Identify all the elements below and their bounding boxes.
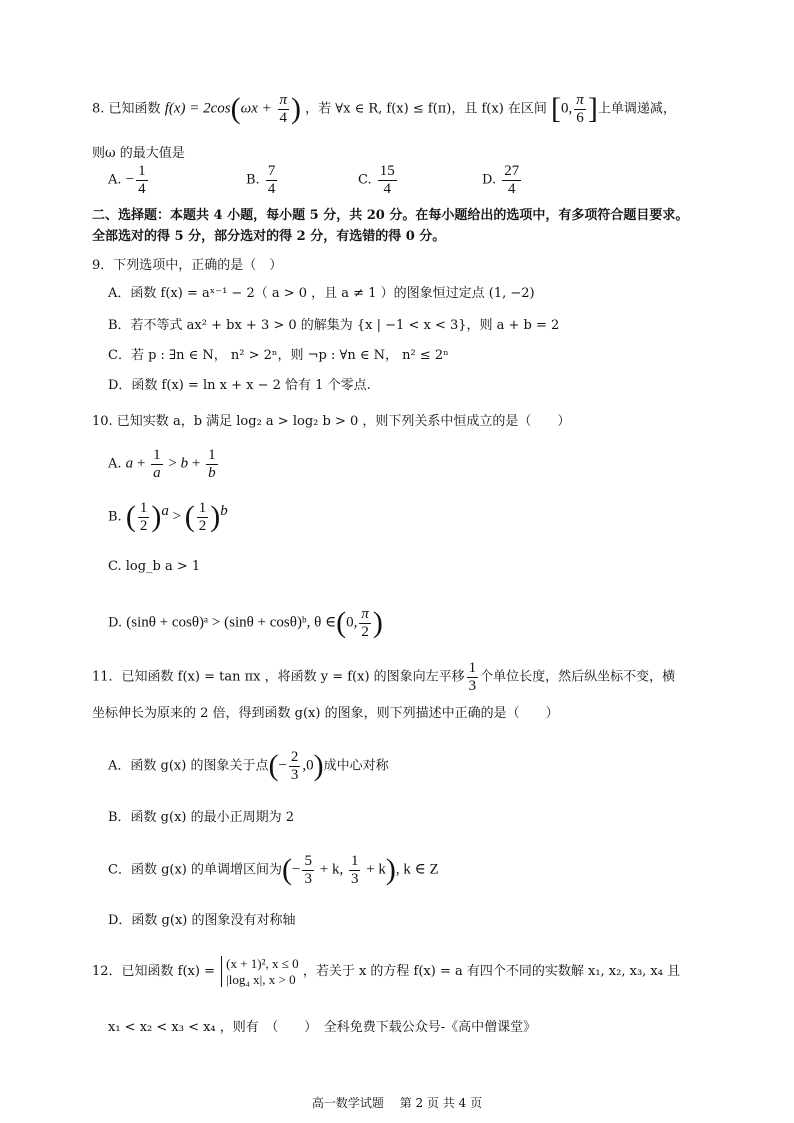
fraction: $\frac{\pi}{4}$ (279, 92, 288, 126)
section-heading: 二、选择题：本题共 4 小题，每小题 5 分，共 20 分。在每小题给出的选项中，有多项符合题目要求。 (92, 208, 689, 223)
q11-option-d: D．函数 g(x) 的图象没有对称轴 (108, 913, 296, 928)
q8-line2: 则ω 的最大值是 (92, 146, 185, 161)
q9-option-c: C．若 p : ∃n ∈ N， n² > 2ⁿ，则 ¬p : ∀n ∈ N， n² ≤ 2ⁿ (108, 348, 449, 363)
q9-option-b: B．若不等式 ax² + bx + 3 > 0 的解集为 {x | −1 < x < 3}，则 a + b = 2 (108, 318, 560, 333)
q12-line2: x₁ < x₂ < x₃ < x₄ ，则有 （ ） 全科免费下载公众号-《高中僧课堂》 (108, 1020, 537, 1035)
q8-option-b: B. $\frac{7}{4}$ (246, 163, 276, 197)
q8-option-d: D. $\frac{27}{4}$ (482, 163, 520, 197)
section-heading-line2: 全部选对的得 5 分，部分选对的得 2 分，有选错的得 0 分。 (92, 229, 446, 244)
q11-line1: 11．已知函数 f(x) = tan πx ，将函数 y = f(x) 的图象向左平移 $\frac{1}{3}$ 个单位长度，然后纵坐标不变，横 (92, 660, 676, 694)
q10-option-a: A. a + $\frac{1}{a}$ > b + $\frac{1}{b}$ (108, 447, 216, 481)
q8-option-a: A. − $\frac{1}{4}$ (108, 163, 146, 197)
q9-option-d: D．函数 f(x) = ln x + x − 2 恰有 1 个零点. (108, 378, 371, 393)
q11-line2: 坐标伸长为原来的 2 倍，得到函数 g(x) 的图象，则下列描述中正确的是（ ） (92, 706, 559, 721)
piecewise-function: (x + 1)², x ≤ 0 |log₄ x|, x > 0 (221, 956, 299, 987)
page-footer: 高一数学试题 第 2 页 共 4 页 (311, 1096, 483, 1110)
q10-option-c: C. log_b a > 1 (108, 559, 201, 574)
q10-option-d: D. (sinθ + cosθ)ᵃ > (sinθ + cosθ)ᵇ, θ ∈(0, $\frac{\pi}{2}$ ) (108, 606, 383, 640)
q8-option-c: C. $\frac{15}{4}$ (358, 163, 395, 197)
q9-option-a: A．函数 f(x) = aˣ⁻¹ − 2（ a > 0 ，且 a ≠ 1 ）的图象恒过定点 (1, −2) (108, 286, 535, 301)
q11-option-c: C．函数 g(x) 的单调增区间为(− $\frac{5}{3}$ + k, $\frac{1}{3}$ + k), k ∈ Z (108, 853, 439, 887)
q10-option-b: B. ( $\frac{1}{2}$ )$^a$ > ( $\frac{1}{2}$ )$^b$ (108, 500, 228, 534)
q11-option-b: B．函数 g(x) 的最小正周期为 2 (108, 810, 295, 825)
q8-line1: 8. 已知函数 f(x) = 2cos(ωx + $\frac{\pi}{4}$ ) ，若 ∀x ∈ R, f(x) ≤ f(π)，且 f(x) 在区间 [0, $\frac{\pi}{6}$ ]上单调递减， (92, 92, 676, 126)
q9-stem: 9．下列选项中，正确的是（ ） (92, 258, 283, 273)
q11-option-a: A．函数 g(x) 的图象关于点(− $\frac{2}{3}$ ,0)成中心对称 (108, 749, 389, 783)
q10-stem: 10. 已知实数 a，b 满足 log₂ a > log₂ b > 0 ，则下列关系中恒成立的是（ ） (92, 414, 571, 429)
q12-line1: 12．已知函数 f(x) = (x + 1)², x ≤ 0 |log₄ x|, x > 0 ，若关于 x 的方程 f(x) = a 有四个不同的实数解 x₁, x₂, x₃, x₄ 且 (92, 956, 681, 987)
